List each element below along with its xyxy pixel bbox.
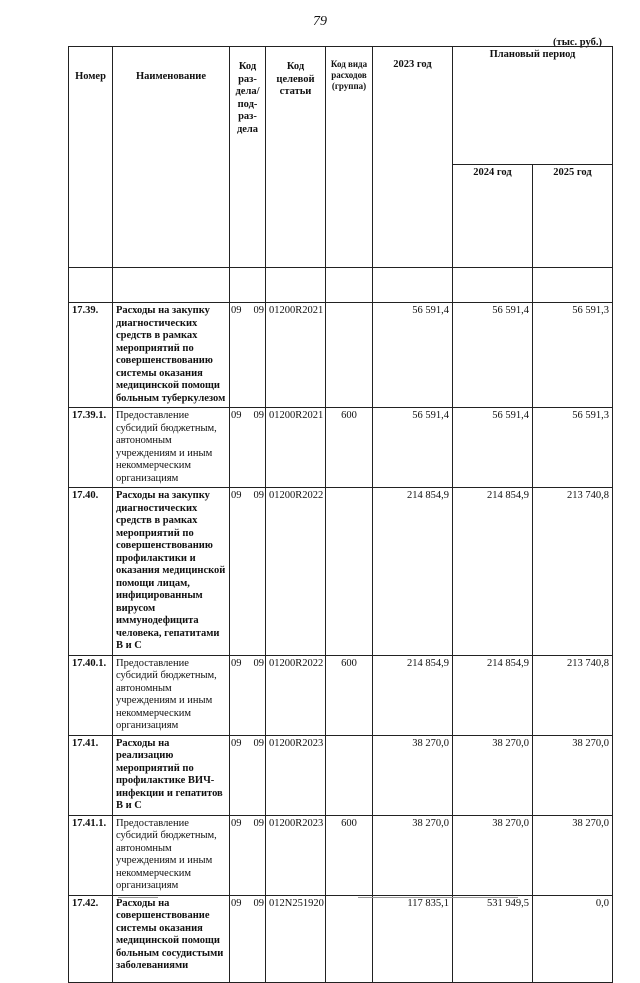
- budget-table: [68, 46, 613, 983]
- cell-v2024: 56 591,4: [453, 303, 533, 408]
- cell-num: 17.39.1.: [69, 408, 113, 488]
- table-row: [69, 895, 613, 982]
- cell-v2023: 214 854,9: [373, 488, 453, 656]
- cell-sec: 09: [231, 490, 242, 501]
- cell-sec: 09: [231, 410, 242, 421]
- cell-v2025: 56 591,3: [533, 303, 613, 408]
- cell-name: Предоставление субсидий бюджетным, автономным учреждениям и иным некоммерческим организациям: [113, 655, 230, 735]
- cell-article: 01200R2021: [266, 408, 326, 488]
- header-section: Код раз-дела/ под-раз-дела: [230, 47, 266, 268]
- cell-v2024: 38 270,0: [453, 815, 533, 895]
- table-row: [69, 303, 613, 408]
- cell-v2024: 531 949,5: [453, 895, 533, 982]
- cell-v2025: 213 740,8: [533, 488, 613, 656]
- cell-name: Предоставление субсидий бюджетным, автономным учреждениям и иным некоммерческим организациям: [113, 815, 230, 895]
- cell-v2025: 0,0: [533, 895, 613, 982]
- table-row: [69, 735, 613, 815]
- cell-expense: [326, 895, 373, 982]
- cell-num: 17.41.: [69, 735, 113, 815]
- cell-section: [230, 895, 266, 982]
- cell-article: 01200R2022: [266, 488, 326, 656]
- spacer-row: [69, 268, 613, 303]
- cell-expense: 600: [326, 655, 373, 735]
- cell-expense: [326, 303, 373, 408]
- cell-sec: 09: [231, 817, 242, 829]
- cell-expense: 600: [326, 815, 373, 895]
- cell-article: 012N251920: [266, 895, 326, 982]
- cell-section: [230, 655, 266, 735]
- cell-sub: 09: [253, 305, 264, 316]
- cell-v2023: 56 591,4: [373, 408, 453, 488]
- cell-num: 17.41.1.: [69, 815, 113, 895]
- cell-name: Расходы на закупку диагностических средств в рамках мероприятий по совершенствованию профилактики и оказания медицинской помощи лицам, инфицированным вирусом иммунодефицита человека, гепатитами В и С: [113, 488, 230, 656]
- header-2025: 2025 год: [533, 165, 613, 268]
- cell-num: 17.42.: [69, 895, 113, 982]
- cell-article: 01200R2022: [266, 655, 326, 735]
- page-number: 79: [313, 14, 327, 29]
- footer-line-left: [118, 897, 158, 898]
- cell-v2025: 38 270,0: [533, 735, 613, 815]
- cell-sub: 09: [253, 490, 264, 501]
- table-row: [69, 488, 613, 656]
- cell-article: 01200R2021: [266, 303, 326, 408]
- header-name: Наименование: [113, 47, 230, 268]
- header-article: Код целевой статьи: [266, 47, 326, 268]
- cell-name: Расходы на закупку диагностических средств в рамках мероприятий по совершенствованию системы оказания медицинской помощи больным туберкулезом: [113, 303, 230, 408]
- header-expense: Код вида расходов (группа): [326, 47, 373, 268]
- cell-v2025: 38 270,0: [533, 815, 613, 895]
- table-row: [69, 815, 613, 895]
- cell-sec: 09: [231, 657, 242, 669]
- cell-sub: 09: [253, 657, 264, 669]
- table-body: [69, 268, 613, 983]
- cell-expense: 600: [326, 408, 373, 488]
- cell-name: Расходы на совершенствование системы оказания медицинской помощи больным сосудистыми заболеваниями: [113, 895, 230, 982]
- cell-v2025: 56 591,3: [533, 408, 613, 488]
- cell-section: [230, 408, 266, 488]
- cell-v2023: 38 270,0: [373, 735, 453, 815]
- cell-section: [230, 303, 266, 408]
- table-row: [69, 655, 613, 735]
- header-2024: 2024 год: [453, 165, 533, 268]
- header-number: Номер: [69, 47, 113, 268]
- cell-v2023: 117 835,1: [373, 895, 453, 982]
- cell-v2023: 214 854,9: [373, 655, 453, 735]
- cell-v2024: 56 591,4: [453, 408, 533, 488]
- cell-expense: [326, 735, 373, 815]
- cell-sub: 09: [253, 410, 264, 421]
- cell-sub: 09: [253, 897, 264, 909]
- cell-v2024: 214 854,9: [453, 488, 533, 656]
- cell-sub: 09: [253, 737, 264, 749]
- cell-article: 01200R2023: [266, 815, 326, 895]
- units-label: (тыс. руб.): [553, 37, 602, 48]
- cell-section: [230, 815, 266, 895]
- cell-num: 17.40.: [69, 488, 113, 656]
- cell-section: [230, 488, 266, 656]
- cell-expense: [326, 488, 373, 656]
- cell-section: [230, 735, 266, 815]
- footer-line-right: [358, 897, 518, 898]
- header-plan: Плановый период: [453, 47, 613, 165]
- cell-name: Предоставление субсидий бюджетным, автономным учреждениям и иным некоммерческим организациям: [113, 408, 230, 488]
- cell-sec: 09: [231, 305, 242, 316]
- table-row: [69, 408, 613, 488]
- cell-v2024: 214 854,9: [453, 655, 533, 735]
- cell-v2025: 213 740,8: [533, 655, 613, 735]
- cell-sub: 09: [253, 817, 264, 829]
- cell-sec: 09: [231, 737, 242, 749]
- cell-num: 17.39.: [69, 303, 113, 408]
- cell-name: Расходы на реализацию мероприятий по профилактике ВИЧ-инфекции и гепатитов В и С: [113, 735, 230, 815]
- cell-v2023: 38 270,0: [373, 815, 453, 895]
- header-2023: 2023 год: [373, 47, 453, 268]
- cell-v2024: 38 270,0: [453, 735, 533, 815]
- cell-num: 17.40.1.: [69, 655, 113, 735]
- cell-v2023: 56 591,4: [373, 303, 453, 408]
- cell-article: 01200R2023: [266, 735, 326, 815]
- cell-sec: 09: [231, 897, 242, 909]
